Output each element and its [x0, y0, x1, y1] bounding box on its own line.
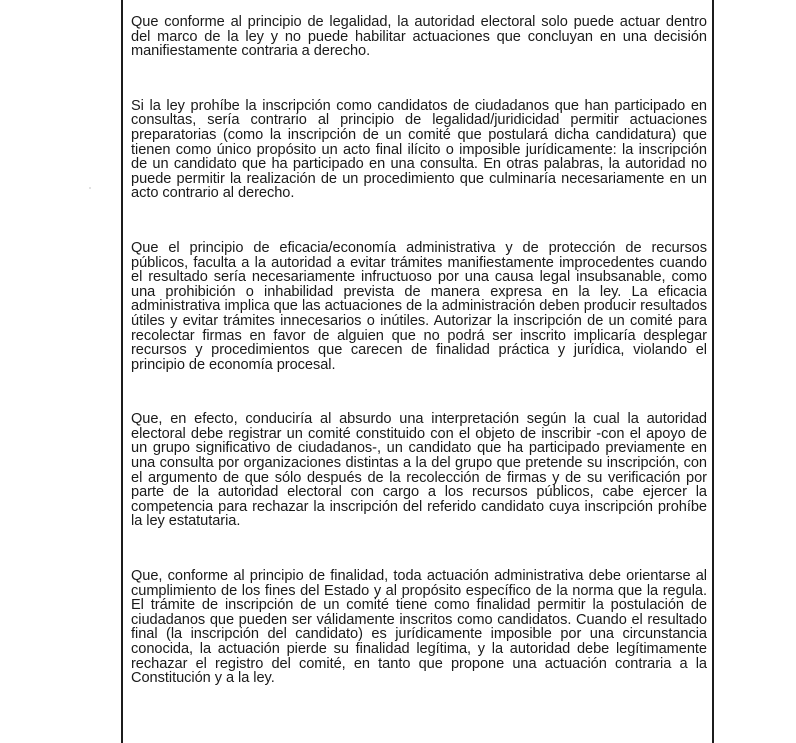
paragraph-eficacia-economia: Que el principio de eficacia/economía administrativa y de protección de recursos públicos, faculta a la autoridad a evitar trámites manifiestamente improcedentes cuando el resultado sería necesariamente infructuoso por una causa legal insubsanable, como una prohibición o inhabilidad prevista de manera expresa en la ley. La eficacia administrativa implica que las actuaciones de la administración deben producir resultados útiles y evitar trámites innecesarios o inútiles. Autorizar la inscripción de un comité para recolectar firmas en favor de alguien que no podrá ser inscrito implicaría desplegar recursos y procedimientos que carecen de finalidad práctica y jurídica, violando el principio de economía procesal. [131, 239, 707, 373]
paragraph-legalidad: Que conforme al principio de legalidad, la autoridad electoral solo puede actuar dentro del marco de la ley y no puede habilitar actuaciones que concluyan en una decisión manifiestamente contraria a derecho. [131, 14, 707, 60]
paragraph-finalidad: Que, conforme al principio de finalidad, toda actuación administrativa debe orientarse al cumplimiento de los fines del Estado y al propósito específico de la norma que la regula. El trámite de inscripción de un comité tiene como finalidad permitir la postulación de ciudadanos que pueden ser válidamente inscritos como candidatos. Cuando el resultado final (la inscripción del candidato) es jurídicamente imposible por una circunstancia conocida, la actuación pierde su finalidad legítima, y la autoridad debe legítimamente rechazar el registro del comité, en tanto que propone una actuación contraria a la Constitución y a la ley. [131, 568, 707, 687]
scan-speck [89, 187, 91, 189]
paragraph-prohibicion-inscripcion: Si la ley prohíbe la inscripción como candidatos de ciudadanos que han participado en consultas, sería contrario al principio de legalidad/juridicidad permitir actuaciones preparatorias (como la inscripción de un comité que postulará dicha candidatura) que tienen como único propósito un acto final ilícito o imposible jurídicamente: la inscripción de un candidato que ha participado en una consulta. En otras palabras, la autoridad no puede permitir la realización de un procedimiento que culminaría necesariamente en un acto contrario al derecho. [131, 97, 707, 202]
paragraph-absurdo-interpretacion: Que, en efecto, conduciría al absurdo una interpretación según la cual la autoridad electoral debe registrar un comité constituido con el objeto de inscribir -con el apoyo de un grupo significativo de ciudadanos-, un candidato que ha participado previamente en una consulta por organizaciones distintas a la del grupo que pretende su inscripción, con el argumento de que sólo después de la recolección de firmas y de su verificación por parte de la autoridad electoral con cargo a los recursos públicos, cabe ejercer la competencia para rechazar la inscripción del referido candidato cuya inscripción prohíbe la ley estatutaria. [131, 411, 707, 530]
document-body [131, 15, 707, 686]
